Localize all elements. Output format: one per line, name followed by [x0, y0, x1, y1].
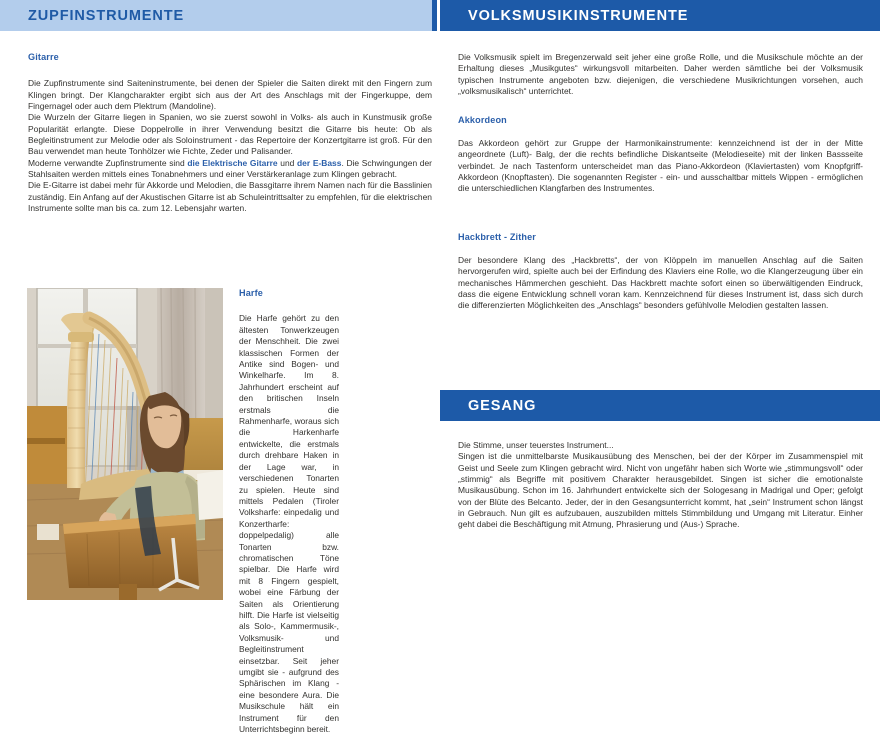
column-divider	[432, 0, 437, 31]
volksmusik-intro-block	[458, 52, 863, 97]
gitarre-text-block	[28, 52, 432, 214]
hackbrett-heading-block	[458, 232, 536, 243]
subheading-harfe: Harfe	[239, 288, 263, 298]
left-column	[0, 0, 437, 735]
gitarre-p3-lead: Moderne verwandte Zupfinstrumente sind	[28, 157, 188, 168]
gitarre-paragraph-3	[28, 158, 432, 181]
hackbrett-text-block	[458, 255, 863, 312]
subheading-hackbrett-zither: Hackbrett - Zither	[458, 232, 536, 242]
gesang-text-block	[458, 440, 863, 531]
section-header-zupfinstrumente: ZUPFINSTRUMENTE	[0, 0, 437, 31]
harp-photograph	[27, 288, 223, 600]
volksmusik-intro-paragraph: Die Volksmusik spielt im Bregenzerwald seit jeher eine große Rolle, und die Musikschule möchte an der Erhaltung dieses „Musikgutes“ wirkungsvoll mitarbeiten. Daher werden sämtliche bei der Volksmusik typischen Instrumente angeboten bzw. diejenigen, die verschiedene Musikrichtungen vorsehen, auch „volksmusikalisch“ unterrichtet.	[458, 52, 863, 97]
akkordeon-paragraph: Das Akkordeon gehört zur Gruppe der Harmonikainstrumente: kennzeichnend ist der in der Mitte angeordnete (Luft)- Balg, der die rechts befindliche Diskantseite (Melodieseite) mit der linken Bassseite verbindet. Je nach Tastenform unterscheidet man das Piano-Akkordeon (Klaviertasten) vom Knopfgriff-Akkordeon (Knopftasten). Die sogenannten Register - ein- und ausschaltbar mittels Wippen - ermöglichen die unterschiedlichen Klangfarben des Instrumentes.	[458, 138, 863, 194]
subheading-gitarre: Gitarre	[28, 52, 59, 62]
gesang-header-wrap	[440, 390, 880, 421]
subheading-akkordeon: Akkordeon	[458, 115, 507, 125]
gitarre-paragraph-4: Die E-Gitarre ist dabei mehr für Akkorde und Melodien, die Bassgitarre ihrem Namen nach für die Basslinien zuständig. Ein Anfang auf der Akustischen Gitarre ist ab Schuleintrittsalter zu empfehlen, für die elektrischen Instrumente sollte man bis ca. zum 12. Lebensjahr warten.	[28, 180, 432, 214]
section-header-gesang: GESANG	[440, 390, 880, 421]
gitarre-paragraph-2: Die Wurzeln der Gitarre liegen in Spanien, wo sie zuerst sowohl in Volks- als auch in Kunstmusik große Popularität erlangte. Diese Doppelrolle in ihrer Verwendung besitzt die Gitarre bis heute: Ob als Begleitinstrument zur Melodie oder als Soloinstrument - das Repertoire der Konzertgitarre ist groß. Für den Bau verwendet man heute Tonhölzer wie Fichte, Zeder und Palisander.	[28, 112, 432, 157]
highlight-e-bass: der E-Bass	[297, 157, 342, 168]
gitarre-p3-tail: . Die Schwingungen der Stahlsaiten werden mittels eines Tonabnehmers und einer Verstärkeranlage zum Klingen gebracht.	[28, 157, 432, 180]
highlight-elektrische-gitarre: die Elektrische Gitarre	[187, 157, 278, 168]
gitarre-p3-conj: und	[277, 157, 298, 168]
gesang-paragraph: Singen ist die unmittelbarste Musikausübung des Menschen, bei der der Körper im Zusammenspiel mit Geist und Seele zum Klingen gebracht wird. Nicht von ungefähr haben sich Worte wie „stimmungsvoll“ oder „stimmig“ als Begriffe mit positivem Charakter herausgebildet. Singen ist sicher die emotionalste Musikausübung. Schon im 16. Jahrhundert entwickelte sich der Sologesang in Madrigal und Oper; gefolgt von der Blüte des Belcanto. Jeder, der in den Gesangsunterricht kommt, hat „sein“ Instrument schon längst in Gebrauch. Nun gilt es aufzubauen, auszubilden mittels Stimmbildung und Umgang mit Literatur. Einher geht dabei die Beschäftigung mit Atmung, Phrasierung und (Aus-) Sprache.	[458, 451, 863, 530]
gesang-intro-line: Die Stimme, unser teuerstes Instrument...	[458, 440, 614, 450]
hackbrett-paragraph: Der besondere Klang des „Hackbretts“, der von Klöppeln im manuellen Anschlag auf die Saiten hervorgerufen wird, spielte auch bei der Erfindung des Klaviers eine Rolle, wo die Klangerzeugung über ein mechanisches Hämmerchen geschieht. Das Hackbrett machte sofort einen so überwältigenden Eindruck, dass die eigene Entwicklung schnell voran kam. Kennzeichnend für dieses Instrument ist, dass sich durch die differenzierten Möglichkeiten des „Anschlags“ besonders gefühlvolle Melodien gestalten lassen.	[458, 255, 863, 311]
gitarre-paragraph-1: Die Zupfinstrumente sind Saiteninstrumente, bei denen der Spieler die Saiten direkt mit den Fingern zum Klingen bringt. Der Klangcharakter ergibt sich aus der Art des Anschlags mit der Fingerkuppe, dem Fingernagel oder auch dem Plektrum (Mandoline).	[28, 78, 432, 112]
right-column	[440, 0, 880, 628]
harfe-paragraph: Die Harfe gehört zu den ältesten Tonwerkzeugen der Menschheit. Die zwei klassischen Formen der Antike sind Bogen- und Winkelharfe. Im 8. Jahrhundert erscheint auf den britischen Inseln erstmals die Rahmenharfe, woraus sich die Harkenharfe entwickelte, die erstmals durch drehbare Haken in der Lage war, in verschiedenen Tonarten zu spielen. Heute sind mittels Pedalen (Tiroler Volksharfe: einpedalig und Konzertharfe: doppelpedalig) alle Tonarten bzw. chromatischen Töne spielbar. Die Harfe wird mit 8 Fingern gespielt, wobei eine Färbung der Saiten als Orientierung hilft. Die Harfe ist vielseitig als Solo-, Kammermusik-, Volksmusik- und Begleitinstrument einsetzbar. Seit jeher umgibt sie - aufgrund des Sphärischen im Klang - eine besondere Aura. Die Musikschule hält ein Instrument für den Unterrichtsbeginn bereit.	[239, 313, 339, 735]
section-header-volksmusikinstrumente: VOLKSMUSIKINSTRUMENTE	[440, 0, 880, 31]
akkordeon-text-block	[458, 138, 863, 195]
harfe-text-block	[239, 288, 339, 735]
akkordeon-heading-block	[458, 115, 507, 126]
